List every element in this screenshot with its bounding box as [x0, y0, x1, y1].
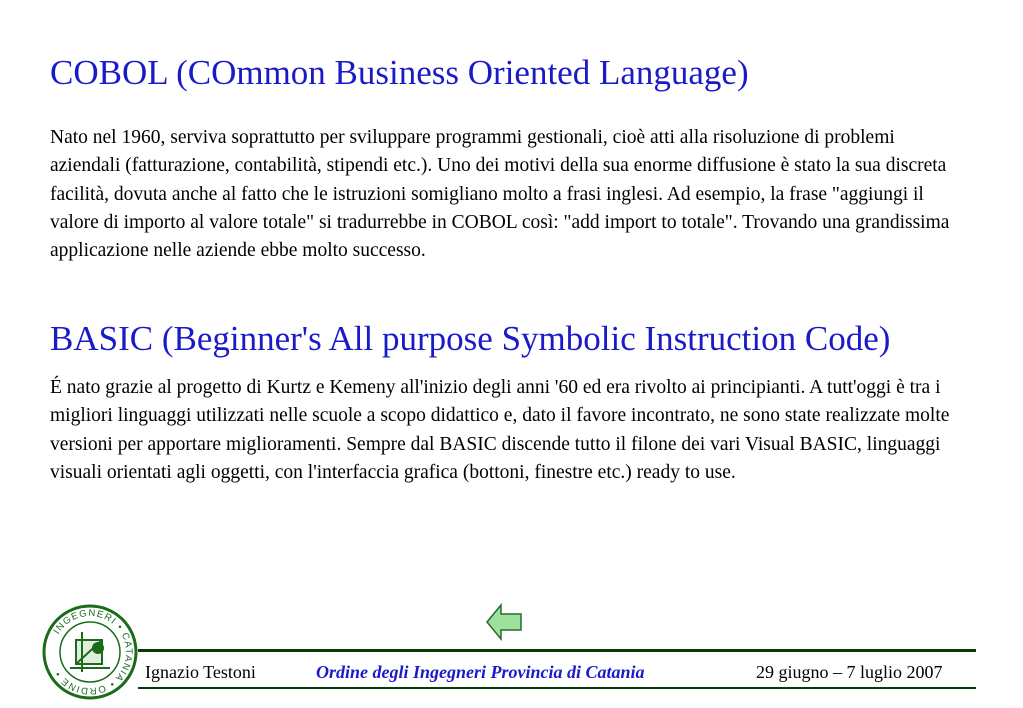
footer-organization: Ordine degli Ingegneri Provincia di Catania [316, 662, 645, 682]
cobol-paragraph: Nato nel 1960, serviva soprattutto per sviluppare programmi gestionali, cioè atti alla risoluzione di problemi aziendali (fatturazione, contabilità, stipendi etc.). Uno dei motivi della sua enorme diffusione è stato la sua discreta facilità, dovuta anche al fatto che le istruzioni somigliano molto a frasi inglesi. Ad esempio, la frase "aggiungi il valore di importo al valore totale" si tradurrebbe in COBOL così: "add import to totale". Trovando una grandissima applicazione nelle aziende ebbe molto successo. [50, 127, 950, 262]
footer-date: 29 giugno – 7 luglio 2007 [756, 662, 943, 682]
left-arrow-icon[interactable] [487, 605, 521, 639]
footer-author: Ignazio Testoni [145, 662, 256, 682]
logo-ring-text: INGEGNERI • CATANIA • ORDINE • [51, 607, 135, 697]
back-arrow-button[interactable] [485, 602, 523, 642]
basic-heading: BASIC (Beginner's All purpose Symbolic Instruction Code) [50, 319, 891, 358]
cobol-heading: COBOL (COmmon Business Oriented Language) [50, 53, 749, 92]
basic-paragraph: É nato grazie al progetto di Kurtz e Kemeny all'inizio degli anni '60 ed era rivolto ai principianti. A tutt'oggi è tra i migliori linguaggi utilizzati nelle scuole a scopo didattico e, dato il favore incontrato, ne sono state realizzate molte versioni per apportare miglioramenti. Sempre dal BASIC discende tutto il filone dei vari Visual BASIC, linguaggi visuali orientati agli oggetti, con l'interfaccia grafica (bottoni, finestre etc.) ready to use. [50, 377, 950, 483]
footer-rule-top [138, 649, 976, 652]
ordine-ingegneri-logo-icon [40, 602, 140, 702]
footer-rule-bottom [138, 687, 976, 689]
